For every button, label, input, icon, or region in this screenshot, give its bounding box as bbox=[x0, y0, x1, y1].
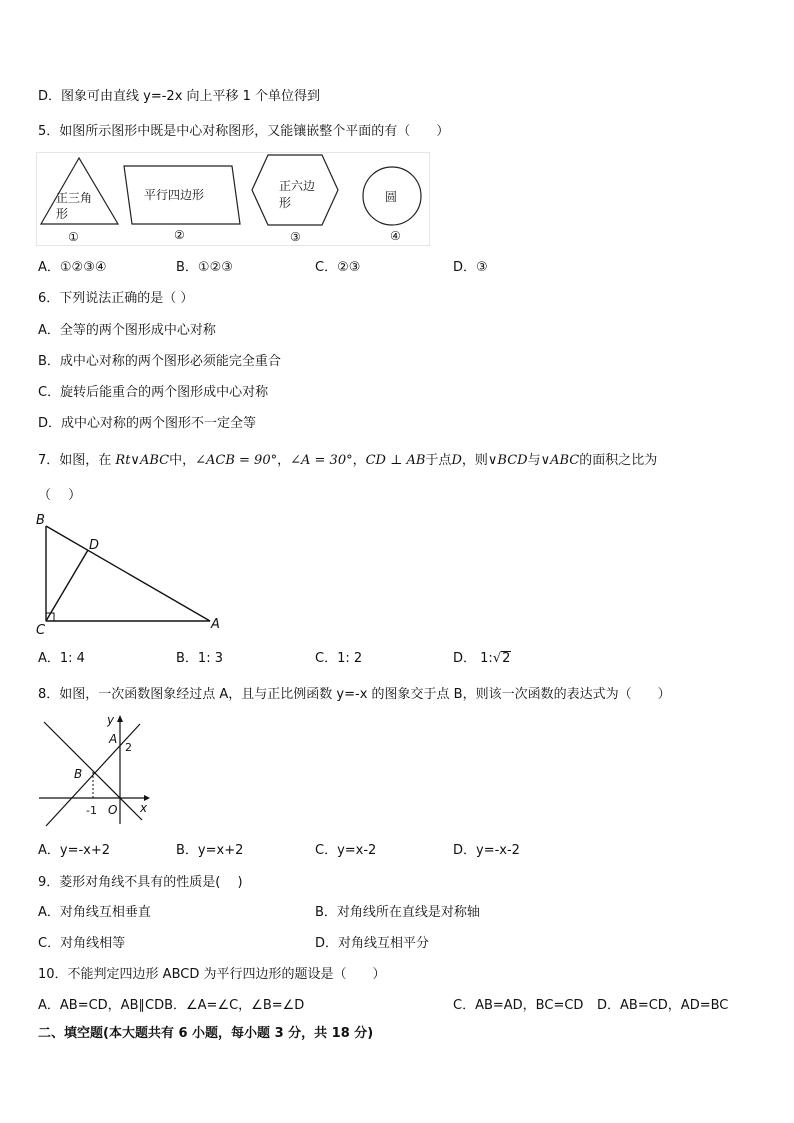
label-a: A bbox=[211, 617, 220, 632]
q9-option-d: D．对角线互相平分 bbox=[315, 936, 430, 951]
q7-point-d: D bbox=[451, 453, 462, 468]
q7-rt: Rt∨ABC bbox=[115, 453, 170, 468]
label-neg1: -1 bbox=[86, 804, 97, 817]
q5-option-d: D．③ bbox=[453, 260, 488, 275]
q7-tail: 的面积之比为 bbox=[579, 453, 658, 468]
q7-stem bbox=[38, 452, 657, 470]
q7-option-c: C．1: 2 bbox=[315, 651, 363, 666]
q7-option-a: A．1: 4 bbox=[38, 651, 85, 666]
q9-option-c: C．对角线相等 bbox=[38, 936, 126, 951]
label-c: C bbox=[36, 623, 46, 638]
q8-graph-figure bbox=[36, 712, 166, 827]
q8-option-b: B．y=x+2 bbox=[176, 843, 244, 858]
q9-stem: 9．菱形对角线不具有的性质是( ) bbox=[38, 875, 243, 890]
side-ab bbox=[46, 526, 210, 621]
label-b: B bbox=[36, 513, 45, 528]
q5-fig1-num: ① bbox=[68, 230, 79, 244]
q7-option-d-label: D． bbox=[453, 651, 477, 666]
q7-option-d bbox=[453, 650, 511, 668]
q7-num: 7．如图，在 bbox=[38, 453, 112, 468]
y-axis-arrow bbox=[117, 715, 123, 722]
label-two: 2 bbox=[125, 741, 132, 754]
q5-fig1-text-l1: 正三角 bbox=[56, 191, 93, 205]
q6-stem: 6．下列说法正确的是（ ） bbox=[38, 291, 194, 306]
q8-option-a: A．y=-x+2 bbox=[38, 843, 111, 858]
sqrt-symbol: √ bbox=[492, 651, 502, 666]
label-d: D bbox=[89, 538, 100, 553]
q7-sep2: ， bbox=[352, 453, 366, 468]
q5-fig3-text-l2: 形 bbox=[279, 196, 292, 210]
section-2-heading: 二、填空题(本大题共有 6 小题，每小题 3 分，共 18 分) bbox=[38, 1026, 374, 1041]
label-y: y bbox=[107, 713, 115, 727]
q10-option-ab: A．AB=CD，AB∥CDB．∠A=∠C，∠B=∠D bbox=[38, 998, 305, 1013]
q8-stem: 8．如图，一次函数图象经过点 A，且与正比例函数 y=-x 的图象交于点 B，则该一次函数的表达式为（ ） bbox=[38, 687, 671, 702]
q9-option-b: B．对角线所在直线是对称轴 bbox=[315, 905, 480, 920]
q7-option-d-radicand: 2 bbox=[502, 651, 511, 666]
q7-bcd: ∨BCD bbox=[487, 453, 528, 468]
q6-option-d: D．成中心对称的两个图形不一定全等 bbox=[38, 416, 257, 431]
q7-cond1: ∠ACB = 90° bbox=[195, 453, 278, 468]
q7-option-b: B．1: 3 bbox=[176, 651, 223, 666]
q5-option-a: A．①②③④ bbox=[38, 260, 107, 275]
q7-mid4: 与 bbox=[527, 453, 541, 468]
q5-stem: 5．如图所示图形中既是中心对称图形，又能镶嵌整个平面的有（ ） bbox=[38, 124, 450, 139]
q6-option-c: C．旋转后能重合的两个图形成中心对称 bbox=[38, 385, 269, 400]
q7-cond2: ∠A = 30° bbox=[290, 453, 353, 468]
q5-fig3-text-l1: 正六边 bbox=[279, 179, 316, 193]
label-x: x bbox=[140, 801, 148, 815]
q5-option-c: C．②③ bbox=[315, 260, 361, 275]
q6-option-a: A．全等的两个图形成中心对称 bbox=[38, 323, 216, 338]
q8-option-c: C．y=x-2 bbox=[315, 843, 377, 858]
label-b: B bbox=[74, 767, 83, 781]
q4-option-d: D．图象可由直线 y=-2x 向上平移 1 个单位得到 bbox=[38, 89, 321, 104]
q5-fig3-num: ③ bbox=[290, 230, 301, 244]
q5-fig2-text: 平行四边形 bbox=[144, 188, 205, 202]
q7-sep: ， bbox=[277, 453, 291, 468]
q7-triangle-figure bbox=[34, 510, 224, 638]
q7-paren: （ ） bbox=[38, 488, 82, 503]
q10-stem: 10．不能判定四边形 ABCD 为平行四边形的题设是（ ） bbox=[38, 967, 386, 982]
q7-abc: ∨ABC bbox=[540, 453, 580, 468]
q10-option-c: C．AB=AD，BC=CD bbox=[453, 998, 584, 1013]
q7-mid2: 于点 bbox=[425, 453, 452, 468]
q5-option-b: B．①②③ bbox=[176, 260, 233, 275]
q9-option-a: A．对角线互相垂直 bbox=[38, 905, 151, 920]
q8-option-d: D．y=-x-2 bbox=[453, 843, 520, 858]
q5-fig4-num: ④ bbox=[390, 229, 401, 243]
q7-mid1: 中， bbox=[169, 453, 196, 468]
q5-fig1-text-l2: 形 bbox=[56, 207, 69, 221]
q5-fig4-text: 圆 bbox=[385, 190, 398, 204]
label-o: O bbox=[108, 803, 118, 817]
segment-cd bbox=[46, 550, 88, 621]
q5-fig2-num: ② bbox=[174, 228, 185, 242]
q10-option-d: D．AB=CD，AD=BC bbox=[597, 998, 729, 1013]
label-a: A bbox=[109, 732, 118, 746]
q5-figures bbox=[36, 152, 430, 246]
q7-mid3: ，则 bbox=[461, 453, 488, 468]
q7-option-d-ratio: 1: bbox=[480, 651, 493, 666]
q7-cond3: CD ⊥ AB bbox=[365, 453, 426, 468]
q6-option-b: B．成中心对称的两个图形必须能完全重合 bbox=[38, 354, 281, 369]
